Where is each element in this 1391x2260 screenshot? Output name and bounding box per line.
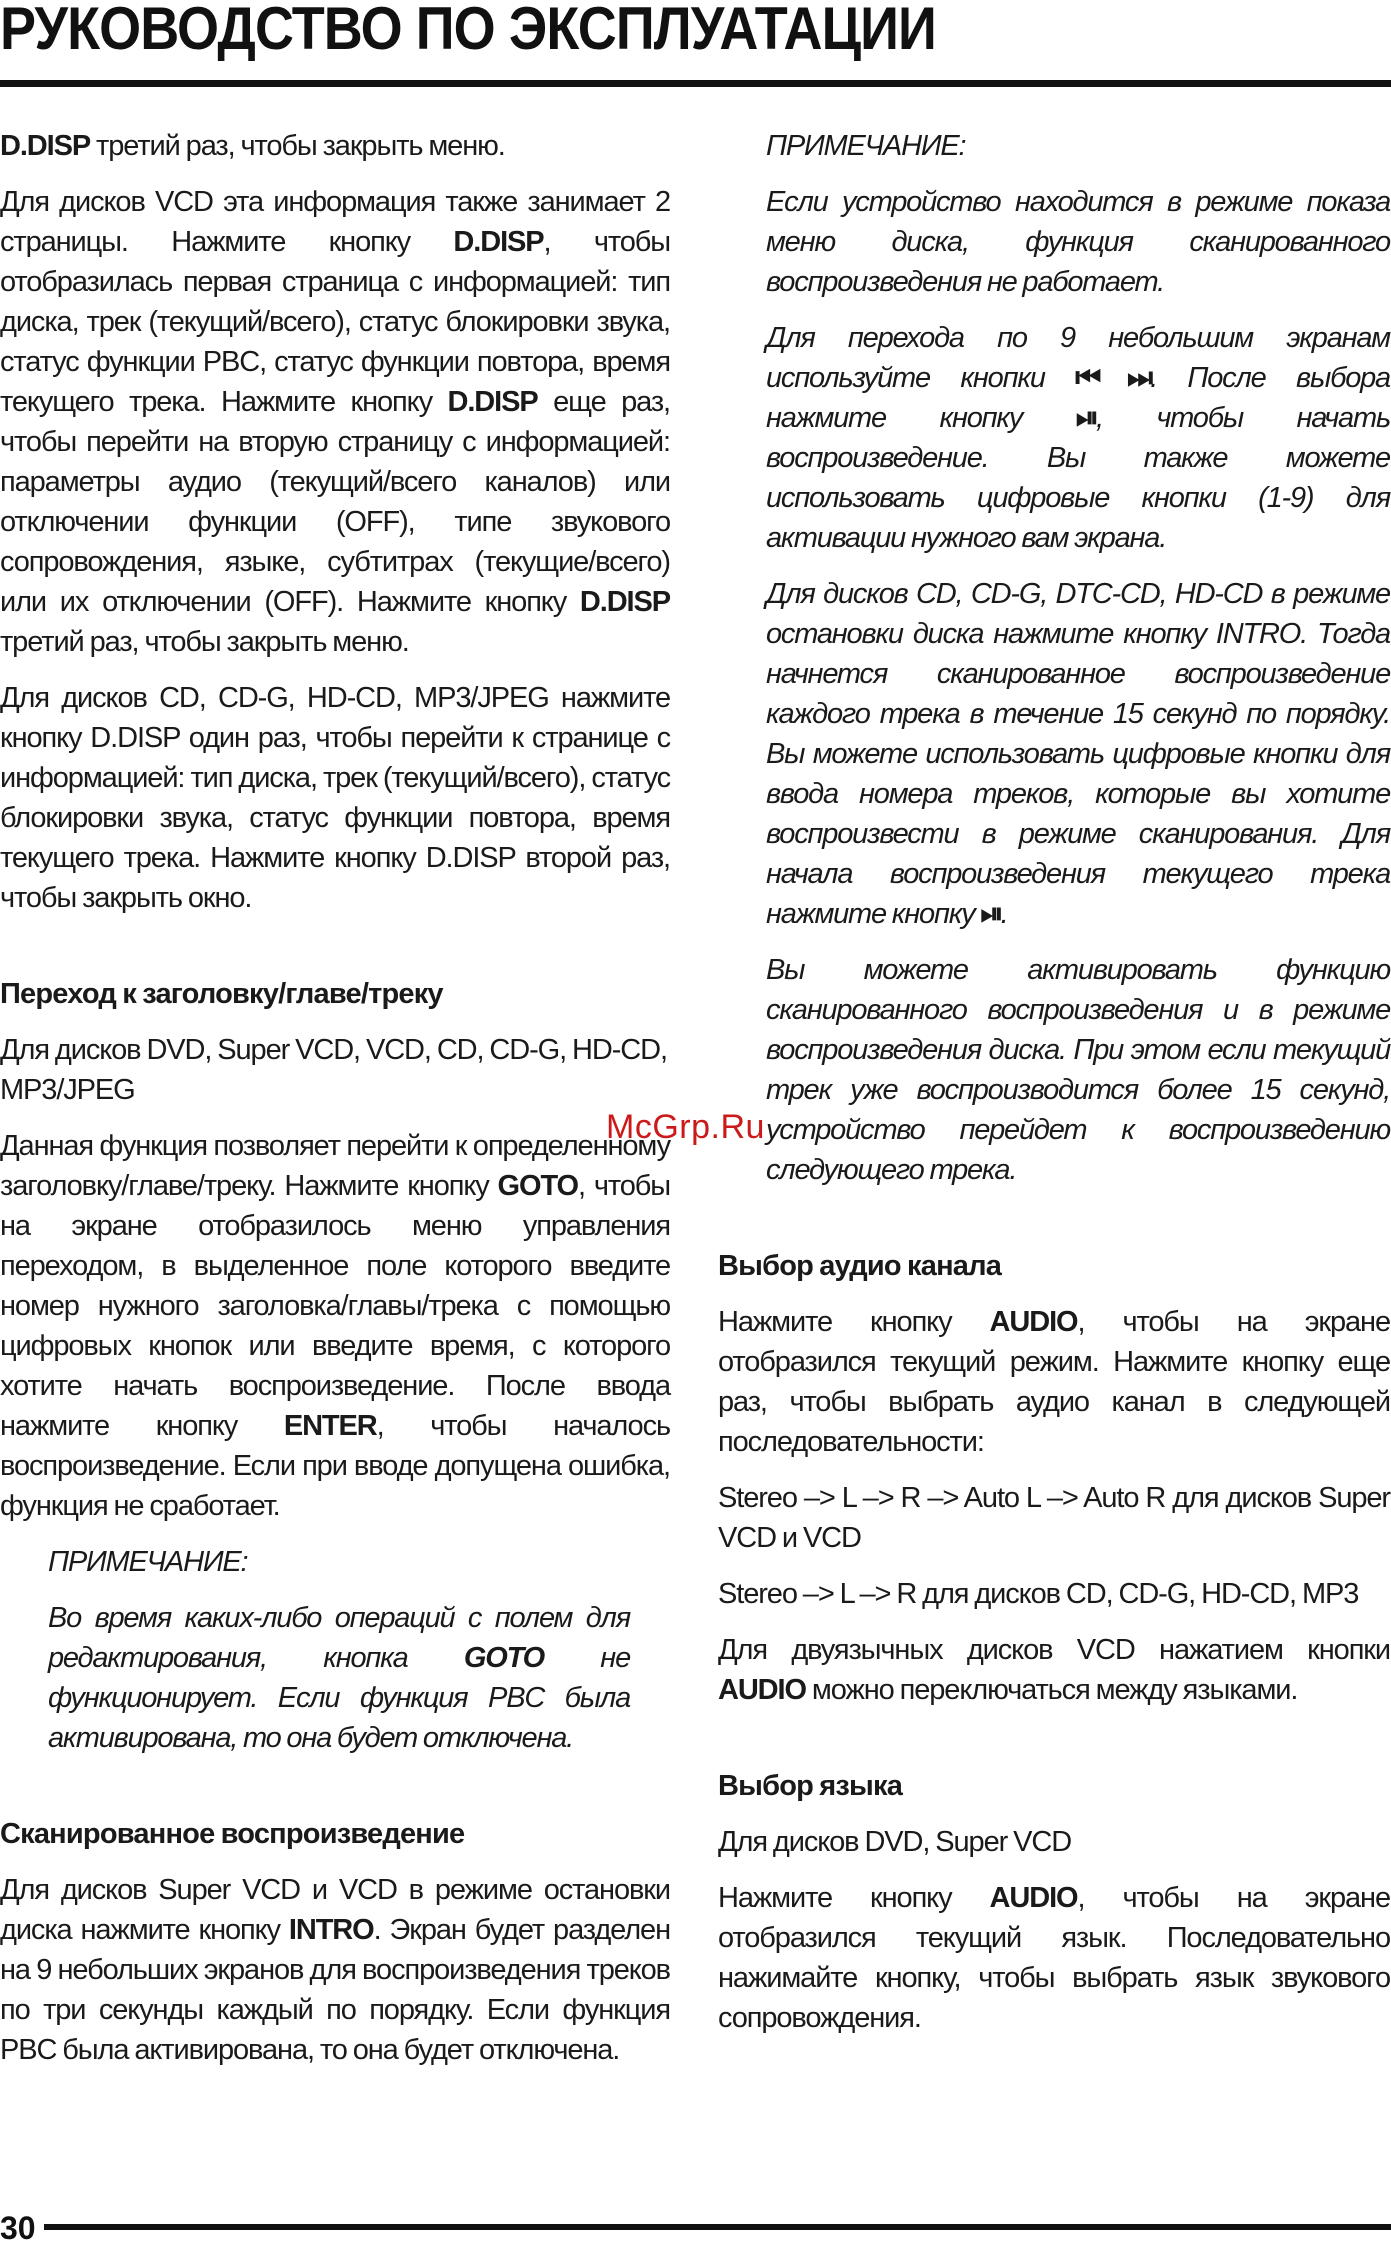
footer-divider [44,2224,1391,2230]
paragraph-language-desc: Нажмите кнопку AUDIO, чтобы на экране отобразился текущий язык. Последовательно нажимайте кнопку, чтобы выбрать язык звукового сопровождения. [718,1882,1390,2034]
heading-scan: Сканированное воспроизведение [0,1818,465,1850]
key-audio: AUDIO [989,1882,1078,1914]
right-column [718,126,1390,2054]
note-label-goto: ПРИМЕЧАНИЕ: [48,1546,248,1578]
key-ddisp: D.DISP [447,386,538,418]
watermark: McGrp.Ru [606,1108,765,1146]
paragraph-scan-desc: Для дисков Super VCD и VCD в режиме остановки диска нажмите кнопку INTRO. Экран будет разделен на 9 небольших экранов для воспроизведения треков по три секунды каждый по порядку. Если функция PBC была активирована, то она будет отключена. [0,1874,670,2066]
heading-audio: Выбор аудио канала [718,1250,1002,1282]
heading-goto: Переход к заголовку/главе/треку [0,978,443,1010]
paragraph-audio-seq-vcd: Stereo –> L –> R –> Auto L –> Auto R для дисков Super VCD и VCD [718,1482,1390,1554]
paragraph-ddisp-close: D.DISP третий раз, чтобы закрыть меню. [0,130,505,162]
paragraph-audio-bilingual: Для двуязычных дисков VCD нажатием кнопки AUDIO можно переключаться между языками. [718,1634,1390,1706]
paragraph-audio-desc: Нажмите кнопку AUDIO, чтобы на экране отобразился текущий режим. Нажмите кнопку еще раз, чтобы выбрать аудио канал в следующей последовательности: [718,1306,1390,1458]
key-ddisp: D.DISP [0,130,91,162]
note-goto: Во время каких-либо операций с полем для редактирования, кнопка GOTO не функционирует. Если функция PBC была активирована, то она будет отключена. [48,1602,630,1754]
header-divider [0,80,1391,87]
paragraph-audio-seq-cd: Stereo –> L –> R для дисков CD, CD-G, HD-CD, MP3 [718,1578,1359,1610]
key-audio: AUDIO [989,1306,1078,1338]
key-intro: INTRO [288,1914,374,1946]
note-scan-playback: Вы можете активировать функцию сканированного воспроизведения и в режиме воспроизведения диска. При этом если текущий трек уже воспроизводится более 15 секунд, устройство перейдет к воспроизведению следующего трека. [766,954,1390,1186]
paragraph-goto-discs: Для дисков DVD, Super VCD, VCD, CD, CD-G, HD-CD, MP3/JPEG [0,1034,667,1106]
key-goto: GOTO [497,1170,579,1202]
left-column [0,126,670,2086]
heading-language: Выбор языка [718,1770,903,1802]
play-pause-icon: ⏯ [1075,402,1096,434]
key-enter: ENTER [283,1410,377,1442]
key-ddisp: D.DISP [579,586,670,618]
paragraph-cd-info: Для дисков CD, CD-G, HD-CD, MP3/JPEG нажмите кнопку D.DISP один раз, чтобы перейти к странице с информацией: тип диска, трек (текущий/всего), статус блокировки звука, статус функции повтора, время текущего трека. Нажмите кнопку D.DISP второй раз, чтобы закрыть окно. [0,682,670,914]
page-title: РУКОВОДСТВО ПО ЭКСПЛУАТАЦИИ [0,0,936,62]
paragraph-goto-desc: Данная функция позволяет перейти к определенному заголовку/главе/треку. Нажмите кнопку GOTO, чтобы на экране отобразилось меню управления переходом, в выделенное поле которого введите номер нужного заголовка/главы/трека с помощью цифровых кнопок или введите время, с которого хотите начать воспроизведение. После ввода нажмите кнопку ENTER, чтобы началось воспроизведение. Если при вводе допущена ошибка, функция не сработает. [0,1130,670,1522]
play-pause-icon: ⏯ [980,898,1001,930]
paragraph-vcd-info: Для дисков VCD эта информация также занимает 2 страницы. Нажмите кнопку D.DISP, чтобы отобразилась первая страница с информацией: тип диска, трек (текущий/всего), статус блокировки звука, статус функции PBC, статус функции повтора, время текущего трека. Нажмите кнопку D.DISP еще раз, чтобы перейти на вторую страницу с информацией: параметры аудио (текущий/всего каналов) или отключении функции (OFF), типе звукового сопровождения, языке, субтитрах (текущие/всего) или их отключении (OFF). Нажмите кнопку D.DISP третий раз, чтобы закрыть меню. [0,186,671,658]
note-scan-cd: Для дисков CD, CD-G, DTC-CD, HD-CD в режиме остановки диска нажмите кнопку INTRO. Тогда начнется сканированное воспроизведение каждого трека в течение 15 секунд по порядку. Вы можете использовать цифровые кнопки для ввода номера треков, которые вы хотите воспроизвести в режиме сканирования. Для начала воспроизведения текущего трека нажмите кнопку ⏯. [766,578,1390,930]
note-scan-navigation: Для перехода по 9 небольшим экранам используйте кнопки ⏮ ⏭. После выбора нажмите кнопку ⏯, чтобы начать воспроизведение. Вы также можете использовать цифровые кнопки (1-9) для активации нужного вам экрана. [766,322,1390,554]
note-label-scan: ПРИМЕЧАНИЕ: [766,130,966,162]
note-scan-menu: Если устройство находится в режиме показа меню диска, функция сканированного воспроизведения не работает. [766,186,1390,298]
key-audio: AUDIO [718,1674,806,1706]
page-header [0,0,1391,90]
paragraph-language-discs: Для дисков DVD, Super VCD [718,1826,1072,1858]
key-ddisp: D.DISP [453,226,544,258]
page-number: 30 [0,2210,36,2246]
key-goto: GOTO [463,1642,544,1674]
prev-next-icon: ⏮ ⏭ [1075,362,1151,394]
